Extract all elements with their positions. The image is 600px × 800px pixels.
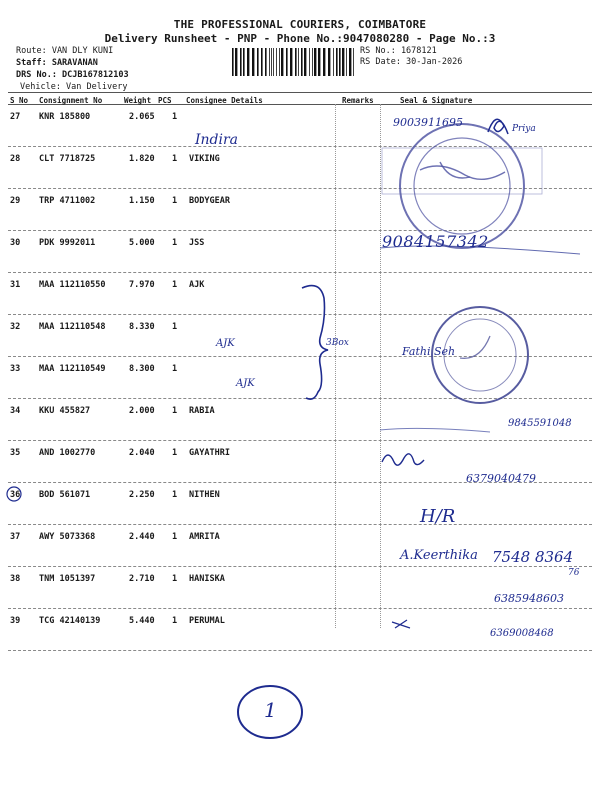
col-consignee: Consignee Details xyxy=(186,96,263,105)
row-consignment: TCG 42140139 xyxy=(39,616,101,626)
row-consignee: AMRITA xyxy=(189,532,220,542)
circled-row-36 xyxy=(7,487,21,501)
company-title: THE PROFESSIONAL COURIERS, COIMBATORE xyxy=(173,18,427,31)
row-consignee: JSS xyxy=(189,238,205,248)
row-consignee: BODYGEAR xyxy=(189,196,230,206)
row-weight: 2.000 xyxy=(129,406,155,416)
hand-sig39-phone: 6369008468 xyxy=(490,628,554,639)
col-remarks: Remarks xyxy=(342,96,374,105)
row-sno: 39 xyxy=(10,616,21,626)
row-sno: 27 xyxy=(10,112,21,122)
row-sno: 35 xyxy=(10,448,21,458)
hand-sig30-phone: 9084157342 xyxy=(382,232,489,251)
hand-sig34-phone: 9845591048 xyxy=(508,418,572,429)
row-sno: 30 xyxy=(10,238,21,248)
row-sno: 31 xyxy=(10,280,21,290)
row-pcs: 1 xyxy=(172,616,178,626)
row-pcs: 1 xyxy=(172,364,178,374)
row-pcs: 1 xyxy=(172,196,178,206)
brace-mark xyxy=(302,286,328,400)
row-consignment: KNR 185800 xyxy=(39,112,91,122)
row-consignee: HANISKA xyxy=(189,574,225,584)
hand-indira: Indira xyxy=(195,132,239,148)
row-consignment: PDK 9992011 xyxy=(39,238,96,248)
row-weight: 2.440 xyxy=(129,532,155,542)
signature-35 xyxy=(382,454,424,465)
row-consignee: NITHEN xyxy=(189,490,220,500)
row-consignment: MAA 112110548 xyxy=(39,322,106,332)
row-sno: 32 xyxy=(10,322,21,332)
col-pcs: PCS xyxy=(158,96,172,105)
rs-date: RS Date: 30-Jan-2026 xyxy=(360,57,463,67)
row-weight: 2.250 xyxy=(129,490,155,500)
row-pcs: 1 xyxy=(172,574,178,584)
row-consignee: PERUMAL xyxy=(189,616,225,626)
row-sno: 36 xyxy=(10,490,21,500)
row-consignment: CLT 7718725 xyxy=(39,154,96,164)
col-weight: Weight xyxy=(124,96,152,105)
rs-number: RS No.: 1678121 xyxy=(360,46,437,56)
hand-sig35-phone: 6379040479 xyxy=(466,472,536,485)
row-pcs: 1 xyxy=(172,448,178,458)
route-label: Route: VAN DLY KUNI xyxy=(16,46,114,56)
hand-sig37-extra: 76 xyxy=(568,568,580,578)
row-consignment: BOD 561071 xyxy=(39,490,91,500)
row-consignment: TNM 1051397 xyxy=(39,574,96,584)
row-weight: 5.000 xyxy=(129,238,155,248)
row-pcs: 1 xyxy=(172,532,178,542)
row-sno: 28 xyxy=(10,154,21,164)
hand-sig32-name: Fathi Seh xyxy=(402,345,456,358)
round-stamp-icon xyxy=(382,124,542,248)
row-sno: 37 xyxy=(10,532,21,542)
row-weight: 2.065 xyxy=(129,112,155,122)
row-pcs: 1 xyxy=(172,406,178,416)
col-consignment: Consignment No xyxy=(39,96,103,105)
hand-sig37-name: A.Keerthika xyxy=(400,548,478,563)
drs-label: DRS No.: DCJB167812103 xyxy=(16,70,129,80)
row-consignee: AJK xyxy=(189,280,205,290)
row-weight: 1.820 xyxy=(129,154,155,164)
row-pcs: 1 xyxy=(172,112,178,122)
col-sno: S No xyxy=(10,96,29,105)
row-sno: 33 xyxy=(10,364,21,374)
row-consignee: GAYATHRI xyxy=(189,448,230,458)
row-weight: 2.040 xyxy=(129,448,155,458)
row-pcs: 1 xyxy=(172,238,178,248)
row-pcs: 1 xyxy=(172,154,178,164)
row-consignment: MAA 112110549 xyxy=(39,364,106,374)
staff-label: Staff: SARAVANAN xyxy=(16,58,98,68)
row-consignee: VIKING xyxy=(189,154,220,164)
row-weight: 5.440 xyxy=(129,616,155,626)
row-pcs: 1 xyxy=(172,280,178,290)
hand-ajk-33: AJK xyxy=(236,378,255,389)
row-weight: 2.710 xyxy=(129,574,155,584)
row-sno: 34 xyxy=(10,406,21,416)
hand-sig36: H/R xyxy=(420,506,456,527)
row-weight: 8.300 xyxy=(129,364,155,374)
row-pcs: 1 xyxy=(172,322,178,332)
row-consignment: TRP 4711002 xyxy=(39,196,96,206)
row-weight: 8.330 xyxy=(129,322,155,332)
row-consignment: MAA 112110550 xyxy=(39,280,106,290)
runsheet-subtitle: Delivery Runsheet - PNP - Phone No.:9047080280 - Page No.:3 xyxy=(104,32,496,45)
vehicle-label: Vehicle: Van Delivery xyxy=(20,82,128,92)
row-consignee: RABIA xyxy=(189,406,215,416)
row-weight: 1.150 xyxy=(129,196,155,206)
row-consignment: AND 1002770 xyxy=(39,448,96,458)
row-pcs: 1 xyxy=(172,490,178,500)
row-consignment: KKU 455827 xyxy=(39,406,91,416)
row-consignment: AWY 5073368 xyxy=(39,532,96,542)
hand-sig27-name: Priya xyxy=(512,124,536,134)
hand-sig38-phone: 6385948603 xyxy=(494,592,564,605)
row-sno: 38 xyxy=(10,574,21,584)
hand-ajk-32: AJK xyxy=(216,338,235,349)
row-sno: 29 xyxy=(10,196,21,206)
hand-bracket-note: 3Box xyxy=(326,338,349,348)
hand-page-mark: 1 xyxy=(264,698,277,722)
col-seal: Seal & Signature xyxy=(400,96,473,105)
hand-sig37-phone: 7548 8364 xyxy=(492,548,574,566)
hand-sig27-phone: 9003911695 xyxy=(393,116,463,129)
row-weight: 7.970 xyxy=(129,280,155,290)
